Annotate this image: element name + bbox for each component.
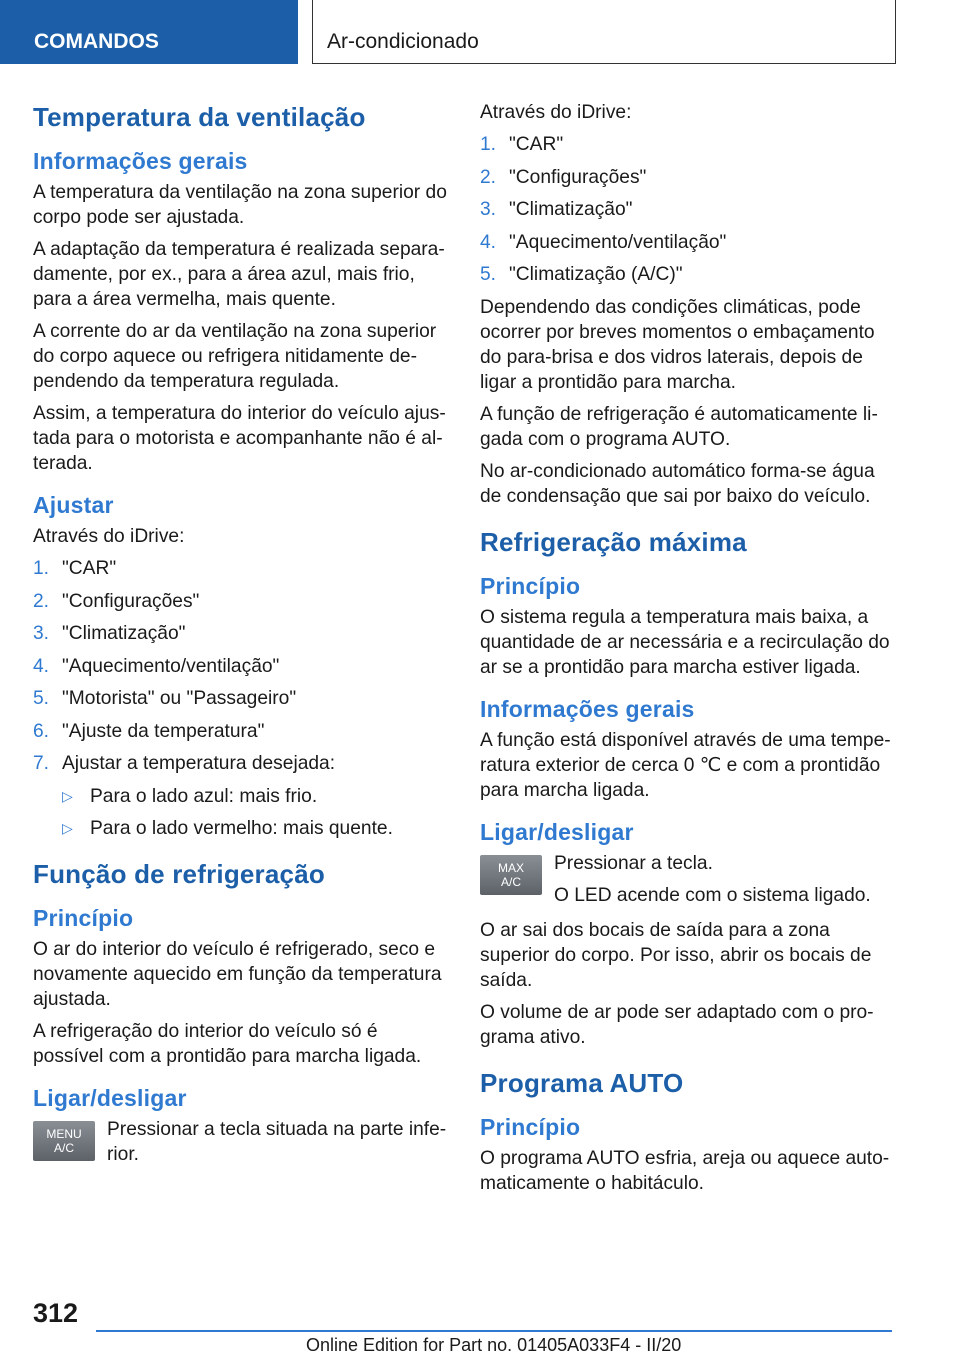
paragraph: Através do iDrive: <box>33 526 185 547</box>
step-text: "Climatização (A/C)" <box>509 264 683 285</box>
max-ac-button-icon <box>480 855 542 895</box>
step-text: "Configurações" <box>509 166 647 188</box>
step-number: 5. <box>33 688 50 709</box>
paragraph: O sistema regula a temperatura mais baixa, a quantidade de ar necessária e a recirculação do ar se a prontidão para marcha estiver ligada. <box>480 606 890 678</box>
step-number: 1. <box>33 558 50 579</box>
section-tab: COMANDOS <box>0 0 298 64</box>
step-text: "Climatização" <box>509 199 633 220</box>
paragraph: Dependendo das condições climáticas, pode ocorrer por breves momentos o embaçamento do para-brisa e dos vidros laterais, depois de ligar a prontidão para marcha. <box>480 296 875 393</box>
paragraph: A função está disponível através de uma tempe‐ratura exterior de cerca 0 ℃ e com a prontidão para marcha ligada. <box>480 729 891 801</box>
paragraph: A refrigeração do interior do veículo só é possível com a prontidão para marcha ligada. <box>33 1021 422 1067</box>
step-item <box>480 230 898 255</box>
button-label-line2: A/C <box>500 874 521 889</box>
heading-on-off: Ligar/desligar <box>480 818 634 845</box>
step-text: Ajustar a temperatura desejada: <box>62 753 336 774</box>
paragraph: O LED acende com o sistema ligado. <box>554 884 871 906</box>
menu-ac-instruction <box>33 1117 448 1173</box>
step-item <box>33 654 448 679</box>
button-label-line2: A/C <box>53 1141 74 1155</box>
step-text: "CAR" <box>509 134 564 155</box>
step-item <box>33 556 448 581</box>
step-number: 1. <box>480 134 497 155</box>
heading-cooling-function: Função de refrigeração <box>33 859 325 889</box>
heading-general-info: Informações gerais <box>480 695 695 722</box>
heading-principle: Princípio <box>33 905 134 931</box>
step-item <box>33 621 448 646</box>
paragraph: O ar sai dos bocais de saída para a zona superior do corpo. Por isso, abrir os bocais de saída. <box>480 919 872 991</box>
paragraph: No ar-condicionado automático forma-se água de condensação que sai por baixo do veículo. <box>480 460 875 507</box>
step-number: 6. <box>33 720 50 742</box>
heading-adjust: Ajustar <box>33 492 114 518</box>
step-item <box>480 197 898 222</box>
left-column <box>33 100 448 1183</box>
step-item <box>480 132 898 157</box>
step-text: "Ajuste da temperatura" <box>62 720 265 742</box>
chapter-title: Ar-condicionado <box>312 0 896 64</box>
step-text: "Motorista" ou "Passageiro" <box>62 688 297 709</box>
heading-max-cooling: Refrigeração máxima <box>480 526 747 557</box>
step-number: 7. <box>33 753 50 774</box>
edition-footer: Online Edition for Part no. 01405A033F4 - II/20 <box>306 1335 682 1355</box>
step-number: 2. <box>33 590 50 612</box>
heading-principle: Princípio <box>480 1113 581 1140</box>
step-text: "Climatização" <box>62 623 186 644</box>
right-column <box>480 100 898 1203</box>
paragraph: O volume de ar pode ser adaptado com o pro‐grama ativo. <box>480 1001 874 1048</box>
page-number: 312 <box>33 1298 79 1328</box>
paragraph: O ar do interior do veículo é refrigerado, seco e novamente aquecido em função da temperatura ajustada. <box>33 939 442 1010</box>
paragraph: A função de refrigeração é automaticamente li‐gada com o programa AUTO. <box>480 403 878 450</box>
step-number: 2. <box>480 166 497 188</box>
heading-auto-program: Programa AUTO <box>480 1067 684 1098</box>
step-item <box>480 262 898 287</box>
menu-ac-button-icon <box>33 1121 95 1161</box>
button-label-line1: MAX <box>497 860 524 875</box>
heading-principle: Princípio <box>480 572 581 599</box>
substep-item <box>33 816 448 841</box>
button-label-line1: MENU <box>46 1127 82 1141</box>
step-number: 5. <box>480 264 497 285</box>
step-text: "CAR" <box>62 558 117 579</box>
step-item <box>33 589 448 614</box>
step-text: "Aquecimento/ventilação" <box>62 655 280 677</box>
substeps <box>33 784 448 842</box>
step-text: "Configurações" <box>62 590 200 612</box>
paragraph: A adaptação da temperatura é realizada separa‐damente, por ex., para a área azul, mais frio, para a área vermelha, mais quente. <box>33 239 445 310</box>
heading-on-off: Ligar/desligar <box>33 1085 187 1111</box>
substep-text: Para o lado azul: mais frio. <box>90 785 318 807</box>
idrive-steps <box>33 556 448 776</box>
step-number: 3. <box>33 623 50 644</box>
max-ac-instruction <box>480 851 898 908</box>
heading-ventilation-temperature: Temperatura da ventilação <box>33 102 366 132</box>
paragraph: Através do iDrive: <box>480 102 632 123</box>
step-number: 4. <box>33 655 50 677</box>
paragraph: A corrente do ar da ventilação na zona superior do corpo aquece ou refrigera nitidamente de‐pendendo da temperatura regulada. <box>33 321 437 392</box>
heading-general-info: Informações gerais <box>33 148 248 174</box>
paragraph: Assim, a temperatura do interior do veículo ajus‐tada para o motorista e acompanhante não é al‐terada. <box>33 403 446 474</box>
step-number: 3. <box>480 199 497 220</box>
step-item <box>33 751 448 776</box>
step-item <box>480 165 898 190</box>
paragraph: Pressionar a tecla. <box>554 852 713 874</box>
substep-item <box>33 784 448 809</box>
paragraph: O programa AUTO esfria, areja ou aquece auto‐maticamente o habitáculo. <box>480 1147 890 1194</box>
paragraph: Pressionar a tecla situada na parte infe‐rior. <box>107 1119 447 1165</box>
triangle-bullet-icon: ▷ <box>62 820 73 836</box>
substep-text: Para o lado vermelho: mais quente. <box>90 818 393 839</box>
step-number: 4. <box>480 231 497 253</box>
triangle-bullet-icon: ▷ <box>62 787 73 804</box>
paragraph: A temperatura da ventilação na zona superior do corpo pode ser ajustada. <box>33 182 447 228</box>
idrive-steps <box>480 132 898 287</box>
step-item <box>33 719 448 744</box>
step-text: "Aquecimento/ventilação" <box>509 231 727 253</box>
footer-divider <box>96 1330 892 1332</box>
step-item <box>33 686 448 711</box>
